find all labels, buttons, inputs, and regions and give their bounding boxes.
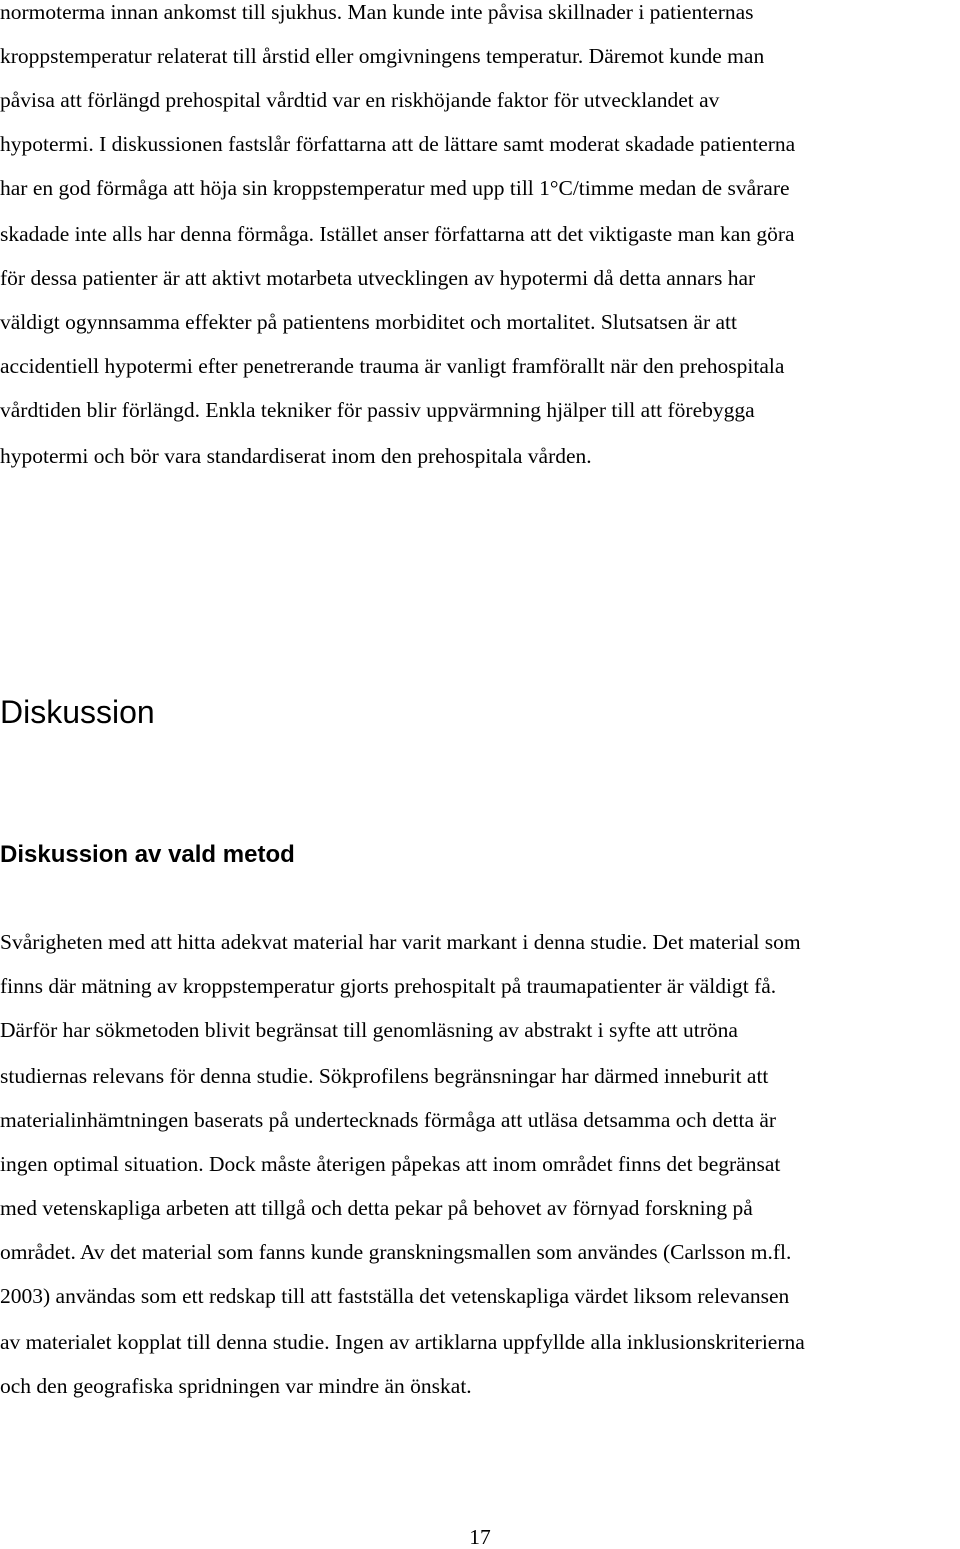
paragraph-1-line: kroppstemperatur relaterat till årstid eller omgivningens temperatur. Däremot kunde man [0,44,765,68]
paragraph-1-line: accidentiell hypotermi efter penetrerande trauma är vanligt framförallt när den prehospitala [0,354,785,378]
paragraph-1-line: vårdtiden blir förlängd. Enkla tekniker för passiv uppvärmning hjälper till att förebygga [0,398,755,422]
paragraph-1-line: skadade inte alls har denna förmåga. Istället anser författarna att det viktigaste man kan göra [0,222,795,246]
paragraph-1-line: hypotermi. I diskussionen fastslår författarna att de lättare samt moderat skadade patienterna [0,132,796,156]
paragraph-2-line: med vetenskapliga arbeten att tillgå och detta pekar på behovet av förnyad forskning på [0,1196,753,1220]
paragraph-1-line: påvisa att förlängd prehospital vårdtid var en riskhöjande faktor för utvecklandet av [0,88,720,112]
page-number: 17 [469,1525,491,1549]
paragraph-1-line: har en god förmåga att höja sin kroppstemperatur med upp till 1°C/timme medan de svårare [0,176,790,200]
paragraph-2-line: finns där mätning av kroppstemperatur gjorts prehospitalt på traumapatienter är väldigt få. [0,974,777,998]
section-heading: Diskussion [0,694,155,730]
paragraph-2-line: materialinhämtningen baserats på undertecknads förmåga att utläsa detsamma och detta är [0,1108,777,1132]
paragraph-1-line: väldigt ogynnsamma effekter på patientens morbiditet och mortalitet. Slutsatsen är att [0,310,737,334]
paragraph-2-line: området. Av det material som fanns kunde granskningsmallen som användes (Carlsson m.fl. [0,1240,792,1264]
paragraph-2-line: Svårigheten med att hitta adekvat material har varit markant i denna studie. Det material som [0,930,801,954]
paragraph-2-line: studiernas relevans för denna studie. Sökprofilens begränsningar har därmed inneburit att [0,1064,769,1088]
paragraph-1-line: för dessa patienter är att aktivt motarbeta utvecklingen av hypotermi då detta annars har [0,266,756,290]
subsection-heading: Diskussion av vald metod [0,841,295,868]
paragraph-2-line: av materialet kopplat till denna studie. Ingen av artiklarna uppfyllde alla inklusionskriterierna [0,1330,805,1354]
paragraph-2-line: 2003) användas som ett redskap till att fastställa det vetenskapliga värdet liksom relevansen [0,1284,790,1308]
paragraph-2-line: ingen optimal situation. Dock måste återigen påpekas att inom området finns det begränsat [0,1152,781,1176]
paragraph-2-line: Därför har sökmetoden blivit begränsat till genomläsning av abstrakt i syfte att utröna [0,1018,738,1042]
paragraph-1-line: normoterma innan ankomst till sjukhus. Man kunde inte påvisa skillnader i patienternas [0,0,754,24]
paragraph-2-line: och den geografiska spridningen var mindre än önskat. [0,1374,472,1398]
paragraph-1-line: hypotermi och bör vara standardiserat inom den prehospitala vården. [0,444,592,468]
